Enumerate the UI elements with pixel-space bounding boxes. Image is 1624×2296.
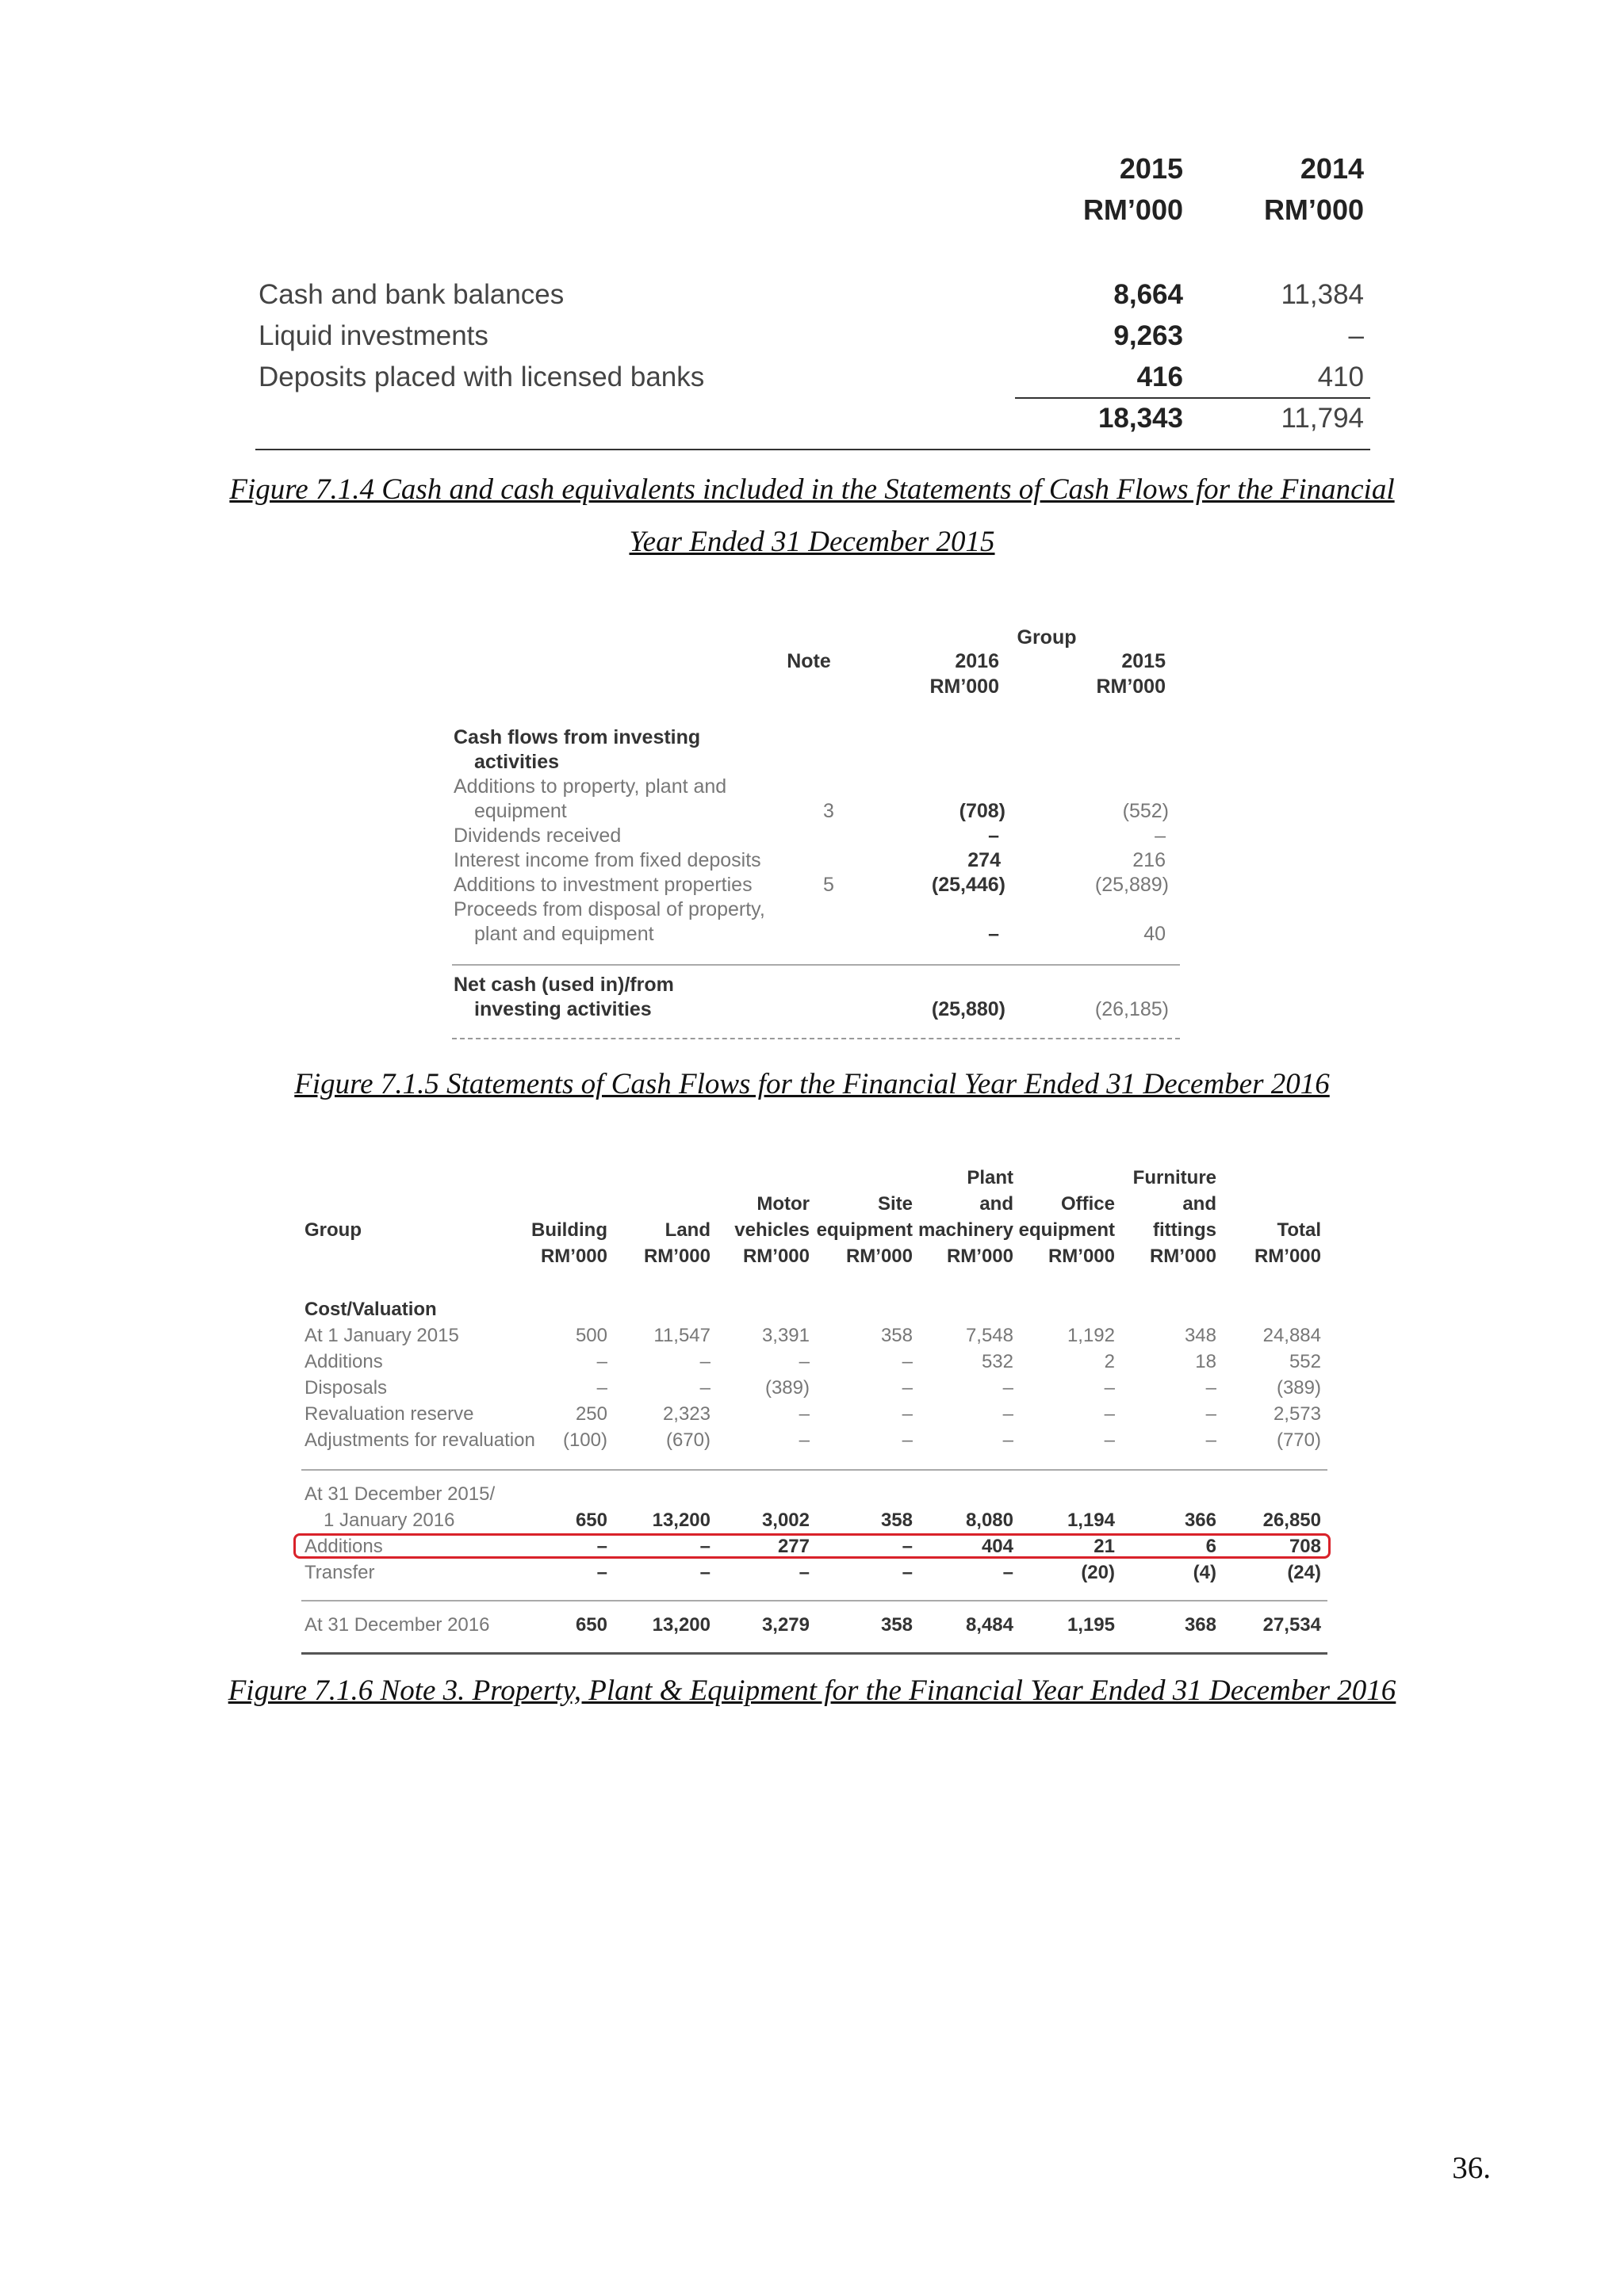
bottom-rule [301, 1652, 1327, 1655]
row-note: 3 [823, 800, 834, 822]
row-value-2016: – [988, 923, 999, 945]
row-value-2014: 11,384 [1281, 279, 1364, 310]
col-header-2015: 2015 [1121, 650, 1166, 672]
col-and: and [1182, 1193, 1216, 1215]
row-value-2015: 40 [1143, 923, 1166, 945]
col-unit: RM’000 [643, 1246, 710, 1267]
row-value-2015: 9,263 [1113, 320, 1183, 351]
row-label: Additions to property, plant and [454, 775, 727, 798]
col-unit-2015: RM’000 [1096, 675, 1166, 698]
col-building: Building [531, 1219, 607, 1241]
col-unit: RM’000 [540, 1246, 607, 1267]
col-unit: RM’000 [1048, 1246, 1115, 1267]
row-label-cont: plant and equipment [474, 923, 654, 945]
figure-caption-3: Figure 7.1.6 Note 3. Property, Plant & Equipment for the Financial Year Ended 31 December 2016 [228, 1674, 1396, 1707]
row-value-2015: 416 [1136, 362, 1183, 392]
col-unit-2014: RM’000 [1263, 193, 1364, 226]
row-value-2015: 216 [1132, 849, 1166, 871]
row-note: 5 [823, 874, 834, 896]
section-title: Cash flows from investing [454, 726, 701, 748]
row-label: Deposits placed with licensed banks [259, 362, 705, 392]
col-plant: Plant [967, 1167, 1013, 1188]
col-furniture: Furniture [1132, 1167, 1216, 1188]
row-value-2016: 274 [967, 849, 1001, 871]
row-label: Additions to investment properties [454, 874, 753, 896]
cash-flows-investing-table [0, 618, 1624, 1047]
col-motor: Motor [756, 1193, 810, 1215]
col-and: and [979, 1193, 1013, 1215]
col-unit: RM’000 [742, 1246, 810, 1267]
total-value-2014: 11,794 [1281, 403, 1364, 434]
row-value-2015: 8,664 [1113, 279, 1183, 310]
row-value-2016: (25,446) [931, 874, 1005, 896]
group-header: Group [1017, 626, 1077, 649]
mid-label: At 31 December 2015/ [304, 1483, 496, 1505]
net-value-2016: (25,880) [931, 998, 1005, 1020]
row-value-2016: – [988, 825, 999, 847]
end-rule [301, 1600, 1327, 1601]
col-land: Land [665, 1219, 710, 1241]
row-label: Dividends received [454, 825, 622, 847]
col-equipment: equipment [1018, 1219, 1115, 1241]
section-rule [301, 1469, 1327, 1471]
col-fittings: fittings [1153, 1219, 1216, 1241]
row-value-2016: (708) [959, 800, 1005, 822]
col-unit-2016: RM’000 [929, 675, 999, 698]
note-header: Note [787, 650, 831, 672]
row-value-2015: (25,889) [1094, 874, 1169, 896]
net-label-cont: investing activities [474, 998, 652, 1020]
col-office: Office [1060, 1193, 1115, 1215]
col-header-2014: 2014 [1300, 152, 1364, 185]
col-machinery: machinery [917, 1219, 1013, 1241]
col-total: Total [1277, 1219, 1321, 1241]
col-unit: RM’000 [946, 1246, 1013, 1267]
col-unit-2015: RM’000 [1082, 193, 1183, 226]
dashed-rule [452, 1038, 1180, 1039]
section-title-cont: activities [474, 751, 560, 773]
figure-caption-1: Figure 7.1.4 Cash and cash equivalents included in the Statements of Cash Flows for the Financial Year Ended 31 December 2015 [229, 473, 1395, 558]
subtotal-rule [1015, 397, 1370, 399]
net-rule [452, 964, 1180, 966]
row-value-2014: 410 [1317, 362, 1364, 392]
col-unit: RM’000 [1254, 1246, 1321, 1267]
row-label-cont: equipment [474, 800, 567, 822]
col-unit: RM’000 [845, 1246, 913, 1267]
col-header-2015: 2015 [1119, 152, 1183, 185]
total-rule [255, 449, 1370, 450]
row-label: Cash and bank balances [259, 279, 565, 310]
row-label: Proceeds from disposal of property, [454, 898, 765, 920]
group-header: Group [304, 1219, 362, 1241]
col-unit: RM’000 [1149, 1246, 1216, 1267]
section-title: Cost/Valuation [304, 1299, 437, 1320]
cash-equivalents-table [0, 0, 1624, 460]
col-equipment: equipment [816, 1219, 913, 1241]
col-vehicles: vehicles [734, 1219, 810, 1241]
col-site: Site [877, 1193, 913, 1215]
page-number: 36. [1452, 2151, 1491, 2185]
ppe-note-table: Group Building RM’000 Land RM’000 Motor vehicles RM’000 Site equipment RM’000 Plant and machinery RM’000 Office equipment RM’000 Furniture and fittings RM’000 Total RM’000 Cost/Valuation At 1 January 2015 500 11,547 3,391 358 7,548 1,192 348 24,884 Additions – – – – 532 2 18 552 Disposals – – (389) – – – – (389) Revaluation reserve 250 2,323 – – – – – 2,573 Adjustments for revaluation (100) (670) – – – – – (770) At 31 December 2015/ 1 January 2016 650 13,200 3,002 358 8,080 1,194 366 26,850 Additions – – 277 – 404 21 6 708 Transfer – – – – – (20) (4) (24) At 31 December 2016 650 13,200 3,279 358 8,484 1,195 368 27,534 [0, 1158, 1624, 1665]
row-value-2015: (552) [1122, 800, 1169, 822]
col-header-2016: 2016 [955, 650, 999, 672]
row-label: Liquid investments [259, 320, 488, 351]
net-label: Net cash (used in)/from [454, 974, 674, 996]
net-value-2015: (26,185) [1094, 998, 1169, 1020]
figure-caption-2: Figure 7.1.5 Statements of Cash Flows for the Financial Year Ended 31 December 2016 [294, 1068, 1330, 1100]
row-value-2015: – [1155, 825, 1166, 847]
total-value-2015: 18,343 [1097, 403, 1183, 434]
row-label: Interest income from fixed deposits [454, 849, 761, 871]
row-value-2014: – [1348, 320, 1364, 351]
